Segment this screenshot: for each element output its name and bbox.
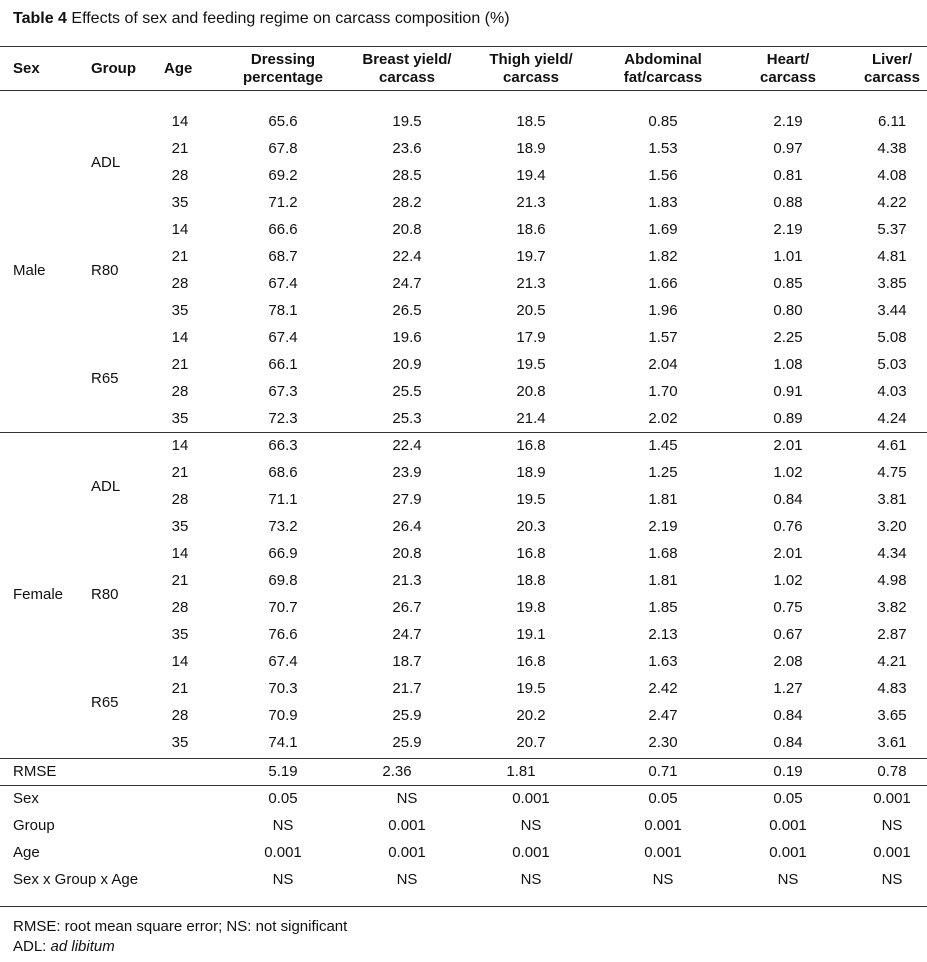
table-cell: 19.4 [516,167,546,184]
table-cell: 1.02 [773,464,803,481]
rmse-value: 5.19 [268,763,298,780]
table-cell: 21.7 [392,680,422,697]
table-cell: 70.7 [268,599,298,616]
stat-value: 0.05 [773,790,803,807]
table-cell: 3.82 [877,599,907,616]
table-cell: 71.2 [268,194,298,211]
table-cell: 4.61 [877,437,907,454]
table-cell: 22.4 [392,248,422,265]
table-cell: 17.9 [516,329,546,346]
table-cell: 18.6 [516,221,546,238]
footnote-adl [13,938,115,955]
age-cell: 14 [171,221,189,238]
age-cell: 14 [171,437,189,454]
age-cell: 14 [171,653,189,670]
table-cell: 1.85 [648,599,678,616]
age-cell: 14 [171,545,189,562]
table-cell: 16.8 [516,653,546,670]
rmse-label: RMSE [13,763,57,780]
table-cell: 67.8 [268,140,298,157]
table-cell: 72.3 [268,410,298,427]
table-cell: 68.7 [268,248,298,265]
age-cell: 35 [171,734,189,751]
table-cell: 4.22 [877,194,907,211]
stat-label: Age [13,844,40,861]
table-cell: 18.9 [516,140,546,157]
table-cell: 0.75 [773,599,803,616]
table-cell: 0.85 [773,275,803,292]
stat-value: NS [272,871,294,888]
table-cell: 66.3 [268,437,298,454]
stat-value: 0.001 [873,790,911,807]
table-cell: 20.7 [516,734,546,751]
table-cell: 70.9 [268,707,298,724]
table-cell: 0.91 [773,383,803,400]
rmse-value: 2.36 [382,763,412,780]
table-cell: 28.2 [392,194,422,211]
table-cell: 1.68 [648,545,678,562]
table-cell: 70.3 [268,680,298,697]
stat-label: Sex x Group x Age [13,871,139,888]
table-cell: 68.6 [268,464,298,481]
stat-value: NS [652,871,674,888]
table-cell: 20.8 [392,221,422,238]
table-cell: 19.5 [516,356,546,373]
table-cell: 73.2 [268,518,298,535]
table-cell: 28.5 [392,167,422,184]
table-cell: 25.5 [392,383,422,400]
table-cell: 0.88 [773,194,803,211]
stat-value: 0.001 [644,817,682,834]
table-cell: 27.9 [392,491,422,508]
table-cell: 1.25 [648,464,678,481]
table-cell: 0.76 [773,518,803,535]
table-cell: 1.66 [648,275,678,292]
table-cell: 1.69 [648,221,678,238]
group-label: R80 [91,261,119,279]
table-cell: 2.19 [648,518,678,535]
table-cell: 23.9 [392,464,422,481]
table-cell: 18.7 [392,653,422,670]
table-cell: 0.84 [773,734,803,751]
table-cell: 5.37 [877,221,907,238]
table-cell: 3.65 [877,707,907,724]
age-cell: 35 [171,518,189,535]
table-cell: 20.2 [516,707,546,724]
table-cell: 74.1 [268,734,298,751]
table-cell: 67.4 [268,329,298,346]
age-cell: 28 [171,491,189,508]
table-cell: 3.81 [877,491,907,508]
age-cell: 21 [171,140,189,157]
stat-value: NS [396,790,418,807]
table-cell: 19.6 [392,329,422,346]
table-cell: 66.9 [268,545,298,562]
table-cell: 0.84 [773,707,803,724]
age-cell: 28 [171,599,189,616]
age-cell: 35 [171,626,189,643]
table-cell: 24.7 [392,275,422,292]
table-cell: 4.98 [877,572,907,589]
table-cell: 0.80 [773,302,803,319]
footnote-adl-italic: ad libitum [50,938,115,955]
table-cell: 18.9 [516,464,546,481]
table-cell: 71.1 [268,491,298,508]
table-cell: 4.81 [877,248,907,265]
table-cell: 25.9 [392,734,422,751]
table-cell: 21.4 [516,410,546,427]
table-cell: 1.83 [648,194,678,211]
column-header: Breast yield/ carcass [362,51,452,86]
column-header: Group [91,60,136,77]
table-caption-label: Table 4 [13,10,67,27]
table-cell: 18.5 [516,113,546,130]
age-cell: 35 [171,410,189,427]
table-cell: 16.8 [516,545,546,562]
rmse-value: 1.81 [506,763,536,780]
table-cell: 2.87 [877,626,907,643]
rmse-value: 0.71 [648,763,678,780]
table-cell: 5.03 [877,356,907,373]
table-cell: 20.8 [392,545,422,562]
table-cell: 20.3 [516,518,546,535]
table-cell: 76.6 [268,626,298,643]
age-cell: 14 [171,113,189,130]
table-cell: 4.08 [877,167,907,184]
table-cell: 2.19 [773,221,803,238]
table-cell: 1.08 [773,356,803,373]
age-cell: 21 [171,572,189,589]
age-cell: 28 [171,275,189,292]
table-cell: 67.4 [268,653,298,670]
table-cell: 2.01 [773,545,803,562]
age-cell: 28 [171,707,189,724]
table-cell: 6.11 [877,113,907,130]
sex-label: Female [13,585,64,603]
table-cell: 2.08 [773,653,803,670]
stat-value: 0.001 [388,844,426,861]
age-cell: 21 [171,356,189,373]
age-cell: 21 [171,464,189,481]
table-cell: 1.70 [648,383,678,400]
table-cell: 0.89 [773,410,803,427]
column-header: Age [164,60,193,77]
group-label: R80 [91,585,119,603]
group-label: R65 [91,369,119,387]
age-cell: 28 [171,383,189,400]
group-label: ADL [91,153,121,171]
table-header-rule [0,90,927,91]
table-cell: 2.02 [648,410,678,427]
table-cell: 20.9 [392,356,422,373]
table-cell: 2.25 [773,329,803,346]
stat-value: 0.001 [264,844,302,861]
column-header: Heart/ carcass [760,51,816,86]
stat-value: 0.05 [648,790,678,807]
column-header: Liver/ carcass [864,51,920,86]
table-cell: 1.57 [648,329,678,346]
age-cell: 35 [171,302,189,319]
table-cell: 19.5 [516,680,546,697]
rmse-value: 0.19 [773,763,803,780]
table-cell: 16.8 [516,437,546,454]
table-cell: 22.4 [392,437,422,454]
table-cell: 2.19 [773,113,803,130]
table-cell: 23.6 [392,140,422,157]
stat-label: Sex [13,790,39,807]
age-cell: 28 [171,167,189,184]
table-cell: 69.2 [268,167,298,184]
table-cell: 25.9 [392,707,422,724]
table-cell: 1.53 [648,140,678,157]
stat-value: NS [881,817,903,834]
table-top-rule [0,46,927,47]
stat-value: 0.001 [512,790,550,807]
table-cell: 20.5 [516,302,546,319]
stat-value: 0.001 [388,817,426,834]
table-cell: 4.34 [877,545,907,562]
table-cell: 26.4 [392,518,422,535]
table-cell: 0.67 [773,626,803,643]
table-cell: 1.45 [648,437,678,454]
table-cell: 5.08 [877,329,907,346]
table-cell: 18.8 [516,572,546,589]
table-cell: 3.61 [877,734,907,751]
table-cell: 26.7 [392,599,422,616]
table-cell: 26.5 [392,302,422,319]
stat-value: NS [520,871,542,888]
table-cell: 2.04 [648,356,678,373]
table-cell: 3.85 [877,275,907,292]
table-cell: 0.97 [773,140,803,157]
table-cell: 4.38 [877,140,907,157]
column-header: Dressing percentage [242,51,324,86]
sex-label: Male [13,261,46,279]
stat-value: NS [881,871,903,888]
stat-value: 0.001 [769,844,807,861]
column-header: Thigh yield/ carcass [489,51,573,86]
age-cell: 14 [171,329,189,346]
table-cell: 21.3 [392,572,422,589]
table-cell: 21.3 [516,194,546,211]
table-cell: 25.3 [392,410,422,427]
table-cell: 1.82 [648,248,678,265]
stat-value: NS [777,871,799,888]
footnote-rmse: RMSE: root mean square error; NS: not significant [13,918,348,935]
stat-value: NS [272,817,294,834]
table-cell: 0.85 [648,113,678,130]
table-cell: 1.02 [773,572,803,589]
table-cell: 21.3 [516,275,546,292]
age-cell: 21 [171,248,189,265]
stat-value: 0.001 [644,844,682,861]
table-cell: 19.8 [516,599,546,616]
table-cell: 69.8 [268,572,298,589]
table-cell: 78.1 [268,302,298,319]
table-cell: 4.75 [877,464,907,481]
table-cell: 66.1 [268,356,298,373]
table-cell: 1.01 [773,248,803,265]
table-cell: 1.81 [648,572,678,589]
table-cell: 65.6 [268,113,298,130]
stat-value: NS [520,817,542,834]
table-cell: 1.63 [648,653,678,670]
table-bottom-rule [0,906,927,907]
table-cell: 4.03 [877,383,907,400]
stat-value: 0.001 [512,844,550,861]
table-cell: 67.3 [268,383,298,400]
stat-value: 0.001 [873,844,911,861]
table-cell: 2.42 [648,680,678,697]
table-cell: 3.20 [877,518,907,535]
column-header: Sex [13,60,40,77]
table-cell: 20.8 [516,383,546,400]
stat-value: 0.001 [769,817,807,834]
table-cell: 1.96 [648,302,678,319]
table-cell: 4.21 [877,653,907,670]
age-cell: 21 [171,680,189,697]
table-cell: 4.83 [877,680,907,697]
table-cell: 0.84 [773,491,803,508]
table-cell: 2.30 [648,734,678,751]
table-cell: 3.44 [877,302,907,319]
stat-label: Group [13,817,55,834]
rmse-value: 0.78 [877,763,907,780]
group-label: ADL [91,477,121,495]
group-label: R65 [91,693,119,711]
table-cell: 2.47 [648,707,678,724]
table-cell: 1.27 [773,680,803,697]
table-cell: 19.5 [516,491,546,508]
stat-value: 0.05 [268,790,298,807]
age-cell: 35 [171,194,189,211]
table-cell: 0.81 [773,167,803,184]
table-cell: 4.24 [877,410,907,427]
table-caption [13,10,510,28]
column-header: Abdominal fat/carcass [623,51,703,86]
table-cell: 19.5 [392,113,422,130]
table-cell: 1.81 [648,491,678,508]
footnote-adl-prefix: ADL: [13,938,51,955]
table-cell: 24.7 [392,626,422,643]
stat-value: NS [396,871,418,888]
table-cell: 2.01 [773,437,803,454]
table-caption-title: Effects of sex and feeding regime on carcass composition (%) [71,10,510,27]
table-cell: 67.4 [268,275,298,292]
table-cell: 2.13 [648,626,678,643]
table-cell: 66.6 [268,221,298,238]
table-cell: 19.7 [516,248,546,265]
table-cell: 19.1 [516,626,546,643]
table-cell: 1.56 [648,167,678,184]
